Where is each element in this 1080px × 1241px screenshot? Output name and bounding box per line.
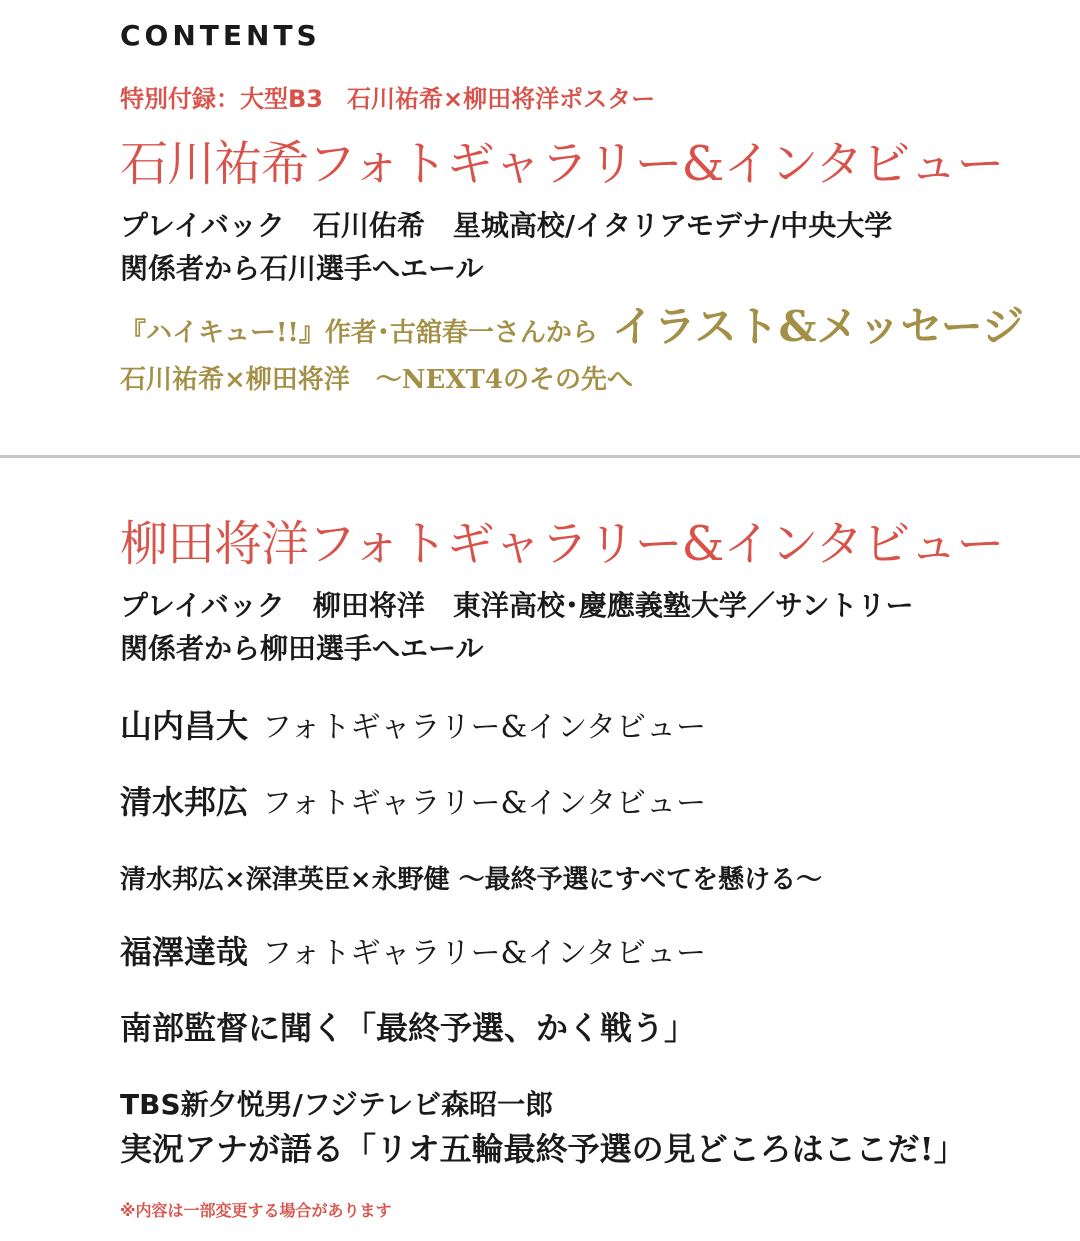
haikyu-message-line (120, 302, 1024, 351)
next4-line: 石川祐希×柳田将洋 ～NEXT4のその先へ (120, 365, 633, 395)
change-notice: ※内容は一部変更する場合があります (120, 1201, 392, 1220)
supplement-notice: 特別付録：大型B3 石川祐希×柳田将洋ポスター (120, 85, 656, 113)
haikyu-highlight: イラスト&メッセージ (611, 302, 1024, 351)
yanagida-playback-line: プレイバック 柳田将洋 東洋高校･慶應義塾大学／サントリー (120, 589, 914, 622)
contents-top-section (120, 0, 1050, 455)
haikyu-prefix: 『ハイキュー!!』作者･古舘春一さんから (120, 318, 598, 348)
coach-interview-line: 南部監督に聞く「最終予選、かく戦う」 (120, 1009, 697, 1047)
player-name: 山内昌大 (120, 707, 249, 745)
announcers-title: 実況アナが語る「リオ五輪最終予選の見どころはここだ!」 (120, 1130, 966, 1168)
player-name: 清水邦広 (120, 783, 249, 821)
item-suffix: フォトギャラリー&インタビュー (262, 710, 707, 745)
player-name: 福澤達哉 (120, 933, 249, 971)
yanagida-cheer-line: 関係者から柳田選手へエール (120, 632, 484, 665)
item-suffix: フォトギャラリー&インタビュー (262, 936, 707, 971)
ishikawa-playback-line: プレイバック 石川佑希 星城高校/イタリアモデナ/中央大学 (120, 209, 893, 242)
ishikawa-feature-title: 石川祐希フォトギャラリー&インタビュー (120, 136, 1004, 192)
contents-bottom-section (120, 458, 1050, 1241)
dialogue-line: 清水邦広×深津英臣×永野健 ～最終予選にすべてを懸ける～ (120, 865, 823, 895)
list-item-fukuzawa (120, 933, 707, 971)
announcers-names: TBS新夕悦男/フジテレビ森昭一郎 (120, 1088, 554, 1121)
contents-heading: CONTENTS (120, 19, 321, 52)
item-suffix: フォトギャラリー&インタビュー (262, 786, 707, 821)
ishikawa-cheer-line: 関係者から石川選手へエール (120, 252, 484, 285)
list-item-yamauchi (120, 707, 707, 745)
yanagida-feature-title: 柳田将洋フォトギャラリー&インタビュー (120, 516, 1004, 572)
list-item-shimizu (120, 783, 707, 821)
